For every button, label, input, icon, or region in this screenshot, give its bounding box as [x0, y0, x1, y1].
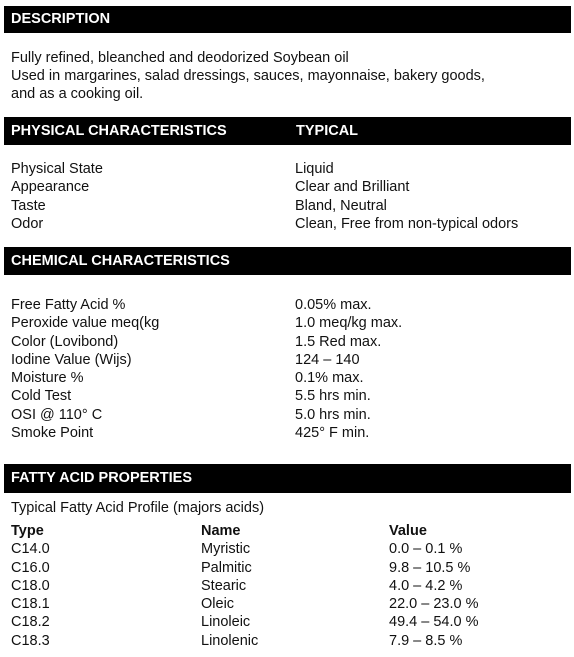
fatty-acid-name: Myristic — [201, 541, 251, 558]
chemical-row — [11, 369, 402, 387]
chemical-label: Moisture % — [11, 370, 84, 387]
chemical-value: 425° F min. — [295, 425, 370, 442]
physical-value: Liquid — [295, 161, 334, 177]
fatty-acid-row — [11, 613, 479, 631]
fatty-acid-row — [11, 577, 479, 595]
fatty-acid-type: C16.0 — [11, 559, 50, 576]
chemical-heading: CHEMICAL CHARACTERISTICS — [11, 252, 230, 269]
fatty-acid-row — [11, 595, 479, 613]
description-text — [11, 49, 485, 103]
fatty-acid-header-row — [11, 522, 479, 540]
description-line: Fully refined, bleanched and deodorized Soybean oil — [11, 50, 349, 66]
chemical-row — [11, 351, 402, 369]
chemical-value: 0.05% max. — [295, 297, 372, 313]
fatty-acid-name: Linolenic — [201, 632, 259, 649]
typical-heading: TYPICAL — [296, 122, 359, 139]
physical-heading: PHYSICAL CHARACTERISTICS — [11, 122, 227, 139]
fatty-acid-name: Oleic — [201, 596, 235, 613]
fatty-acid-name: Palmitic — [201, 559, 252, 576]
physical-row — [11, 160, 518, 178]
chemical-label: Iodine Value (Wijs) — [11, 351, 132, 368]
physical-row — [11, 178, 518, 196]
chemical-row — [11, 424, 402, 442]
fatty-acid-type: C18.1 — [11, 596, 50, 613]
fatty-acid-heading: FATTY ACID PROPERTIES — [11, 470, 193, 487]
physical-row — [11, 197, 518, 215]
column-header-value: Value — [389, 523, 427, 539]
fatty-acid-type: C14.0 — [11, 541, 50, 558]
fatty-acid-header — [4, 464, 571, 493]
fatty-acid-type: C18.3 — [11, 632, 50, 649]
chemical-value: 5.0 hrs min. — [295, 406, 371, 423]
column-header-name: Name — [201, 523, 241, 539]
chemical-row — [11, 333, 402, 351]
description-heading: DESCRIPTION — [11, 11, 111, 28]
fatty-acid-subtitle: Typical Fatty Acid Profile (majors acids) — [11, 500, 265, 516]
chemical-value: 0.1% max. — [295, 370, 364, 387]
fatty-acid-value: 7.9 – 8.5 % — [389, 632, 463, 649]
physical-label: Odor — [11, 215, 44, 232]
physical-value: Clean, Free from non-typical odors — [295, 215, 519, 232]
physical-label: Physical State — [11, 161, 103, 177]
fatty-acid-name: Stearic — [201, 577, 247, 594]
chemical-header — [4, 247, 571, 275]
fatty-acid-table — [11, 522, 479, 650]
chemical-label: Smoke Point — [11, 425, 94, 442]
fatty-acid-value: 4.0 – 4.2 % — [389, 577, 463, 594]
description-line: Used in margarines, salad dressings, sauces, mayonnaise, bakery goods, — [11, 68, 485, 84]
chemical-row — [11, 314, 402, 332]
physical-header — [4, 117, 571, 145]
chemical-label: Cold Test — [11, 388, 72, 405]
fatty-acid-value: 49.4 – 54.0 % — [389, 614, 479, 631]
fatty-acid-row — [11, 559, 479, 577]
fatty-acid-value: 0.0 – 0.1 % — [389, 541, 463, 558]
physical-value: Bland, Neutral — [295, 197, 387, 214]
column-header-type: Type — [11, 523, 44, 539]
chemical-label: Free Fatty Acid % — [11, 297, 126, 313]
fatty-acid-name: Linoleic — [201, 614, 251, 631]
physical-row — [11, 215, 518, 233]
fatty-acid-row — [11, 632, 479, 650]
chemical-row — [11, 406, 402, 424]
physical-label: Taste — [11, 197, 46, 214]
chemical-row — [11, 387, 402, 405]
chemical-table — [11, 296, 402, 442]
chemical-value: 124 – 140 — [295, 351, 360, 368]
chemical-value: 5.5 hrs min. — [295, 388, 371, 405]
chemical-value: 1.0 meq/kg max. — [295, 315, 403, 332]
fatty-acid-value: 22.0 – 23.0 % — [389, 596, 479, 613]
chemical-value: 1.5 Red max. — [295, 333, 382, 350]
chemical-label: Color (Lovibond) — [11, 333, 119, 350]
physical-label: Appearance — [11, 179, 90, 196]
description-line: and as a cooking oil. — [11, 86, 144, 102]
physical-value: Clear and Brilliant — [295, 179, 410, 196]
physical-table — [11, 160, 518, 233]
fatty-acid-value: 9.8 – 10.5 % — [389, 559, 471, 576]
chemical-label: Peroxide value meq(kg — [11, 315, 160, 332]
fatty-acid-row — [11, 540, 479, 558]
fatty-acid-type: C18.2 — [11, 614, 50, 631]
description-header — [4, 6, 571, 33]
fatty-acid-type: C18.0 — [11, 577, 50, 594]
chemical-label: OSI @ 110° C — [11, 406, 103, 423]
chemical-row — [11, 296, 402, 314]
